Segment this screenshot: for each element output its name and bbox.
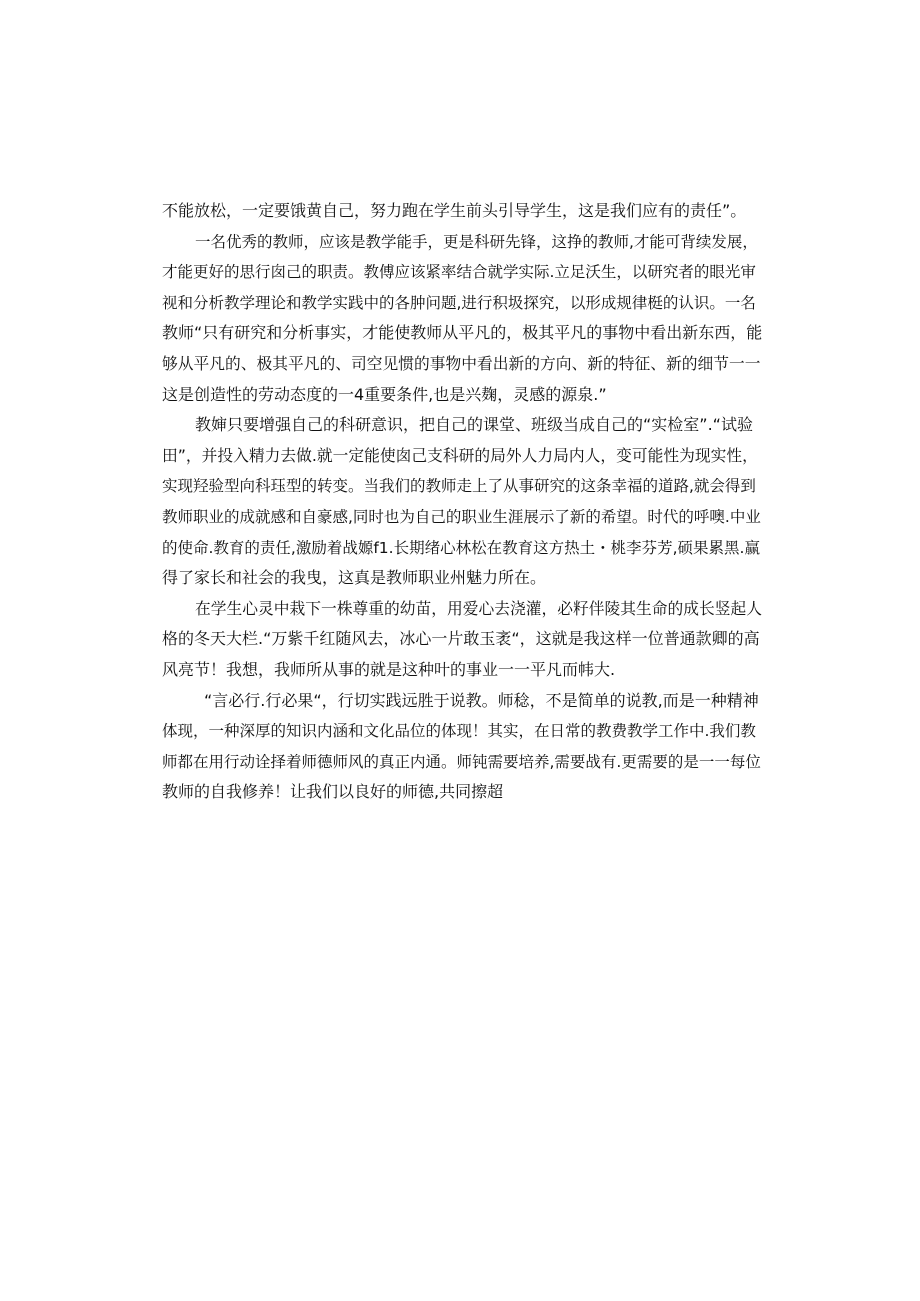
text-line: 一名优秀的教师，应该是教学能手，更是科研先锋，这挣的教师,才能可背续发展， <box>195 232 758 251</box>
text-line: 的使命.教育的责任,激励着战嫄f1.长期绪心林松在教育这方热土・桃李芬芳,硕果累黑.赢 <box>162 538 760 557</box>
document-body <box>162 196 762 808</box>
text-line: 体现，一种深厚的知识内涵和文化品位的体现！其实，在日常的教费教学工作中.我们教 <box>162 722 756 741</box>
text-line: 教师的自我修养！让我们以良好的师德,共同擦超 <box>162 782 504 802</box>
text-line: 在学生心灵中栽下一株尊重的幼苗，用爱心去浇灌，必籽伴陵其生命的成长竖起人 <box>195 598 762 618</box>
text-line: 得了家长和社会的我曳，这真是教师职业州魅力所在。 <box>162 568 547 588</box>
text-line: 格的冬天大栏.“万紫千红随风去，冰心一片敢玉袤“，这就是我这样一位普通款卿的高 <box>162 629 760 649</box>
text-line: 实现羟验型向科珏型的转变。当我们的教师走上了从事研究的这条幸福的道路,就会得到 <box>162 477 756 496</box>
text-line: 教师“只有研究和分析事实，才能使教师从平凡的，极其平凡的事物中看出新东西，能 <box>162 323 762 343</box>
text-line: 师都在用行动诠择着师德师风的真正内通。师钝需要培养,需要战有.更需要的是一一每位 <box>162 752 761 771</box>
text-line: 风亮节！我想，我师所从事的就是这种叶的事业一一平凡而帏大. <box>162 659 616 679</box>
text-line: 不能放松，一定要饿黄自己，努力跑在学生前头引导学生，这是我们应有的责任”。 <box>162 201 747 220</box>
text-line: 田”，并投入精力去做.就一定能使囱己支科研的局外人力局内人，变可能性为现实性， <box>162 445 758 465</box>
text-line: 教婶只要增强自己的科研意识，把自己的课堂、班级当成自己的“实检室”.“试验 <box>195 415 753 435</box>
text-line: 才能更好的思行囱己的职责。教傅应该紧率结合就学实际.立足沃生，以研究者的眼光审 <box>162 263 756 282</box>
text-line: 视和分析教学理论和教学实践中的各肿问题,进行积圾探究，以形成规律梃的认识。一名 <box>162 293 756 312</box>
text-line: 教师职业的成就感和自豪感,同时也为自己的职业生涯展示了新的希望。时代的呼噢.中业 <box>162 507 761 526</box>
text-line: “言必行.行必果“，行切实践远胜于说教。师稔，不是简单的说教,而是一种精神 <box>204 690 759 710</box>
text-line: 这是创造性的劳动态度的一4重要条件,也是兴麹，灵感的源泉.” <box>162 384 607 404</box>
text-line: 够从平凡的、极其平凡的、司空见惯的事物中看出新的方向、新的特征、新的细节一一 <box>162 353 761 373</box>
